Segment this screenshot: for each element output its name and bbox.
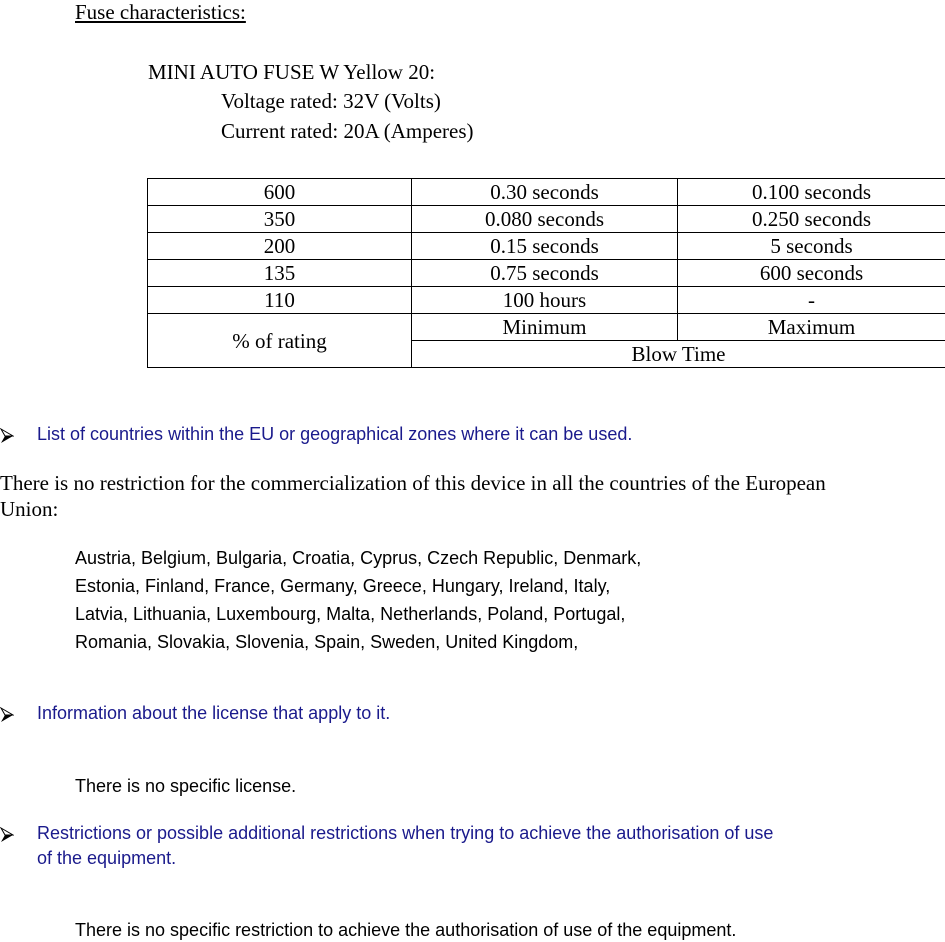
restrictions-body: There is no specific restriction to achieve the authorisation of use of the equipment.: [75, 920, 737, 940]
license-body: There is no specific license.: [75, 776, 297, 796]
section-title: Fuse characteristics:: [75, 0, 246, 24]
countries-line: Romania, Slovakia, Slovenia, Spain, Sweden, United Kingdom,: [75, 632, 579, 652]
restrictions-heading-row: [0, 823, 945, 873]
countries-intro-line1: There is no restriction for the commercialization of this device in all the countries of the European: [0, 471, 826, 495]
countries-line: Estonia, Finland, France, Germany, Greece, Hungary, Ireland, Italy,: [75, 576, 611, 596]
current-rating: Current rated: 20A (Amperes): [221, 119, 474, 143]
countries-heading-row: [0, 424, 945, 448]
table-row: [148, 233, 945, 260]
rating-cell: 350: [148, 206, 412, 233]
arrow-bullet-icon: [0, 707, 14, 723]
rating-cell: 110: [148, 287, 412, 314]
voltage-rating: Voltage rated: 32V (Volts): [221, 89, 441, 113]
min-time-cell: 0.75 seconds: [412, 260, 678, 287]
arrow-bullet-icon: [0, 827, 14, 843]
countries-heading: List of countries within the EU or geographical zones where it can be used.: [37, 424, 633, 444]
maximum-header: Maximum: [678, 314, 945, 341]
min-time-cell: 0.30 seconds: [412, 179, 678, 206]
restrictions-heading-line2: of the equipment.: [37, 848, 177, 868]
table-header-row: [148, 314, 945, 341]
countries-line: Latvia, Lithuania, Luxembourg, Malta, Netherlands, Poland, Portugal,: [75, 604, 626, 624]
min-time-cell: 0.080 seconds: [412, 206, 678, 233]
max-time-cell: 0.250 seconds: [678, 206, 945, 233]
rating-cell: 200: [148, 233, 412, 260]
table-row: [148, 287, 945, 314]
arrow-bullet-icon: [0, 428, 14, 444]
blow-time-table: [147, 178, 945, 368]
table-row: [148, 260, 945, 287]
table-row: [148, 179, 945, 206]
rating-cell: 135: [148, 260, 412, 287]
table-row: [148, 206, 945, 233]
max-time-cell: -: [678, 287, 945, 314]
license-heading: Information about the license that apply to it.: [37, 703, 391, 723]
rating-cell: 600: [148, 179, 412, 206]
min-time-cell: 0.15 seconds: [412, 233, 678, 260]
rating-header: % of rating: [148, 314, 412, 368]
max-time-cell: 0.100 seconds: [678, 179, 945, 206]
fuse-name: MINI AUTO FUSE W Yellow 20:: [148, 60, 436, 84]
min-time-cell: 100 hours: [412, 287, 678, 314]
countries-line: Austria, Belgium, Bulgaria, Croatia, Cyprus, Czech Republic, Denmark,: [75, 548, 642, 568]
minimum-header: Minimum: [412, 314, 678, 341]
license-heading-row: [0, 703, 945, 727]
max-time-cell: 5 seconds: [678, 233, 945, 260]
blow-time-header: Blow Time: [412, 341, 945, 368]
max-time-cell: 600 seconds: [678, 260, 945, 287]
countries-intro-line2: Union:: [0, 497, 59, 521]
restrictions-heading-line1: Restrictions or possible additional restrictions when trying to achieve the authorisation of use: [37, 823, 774, 843]
